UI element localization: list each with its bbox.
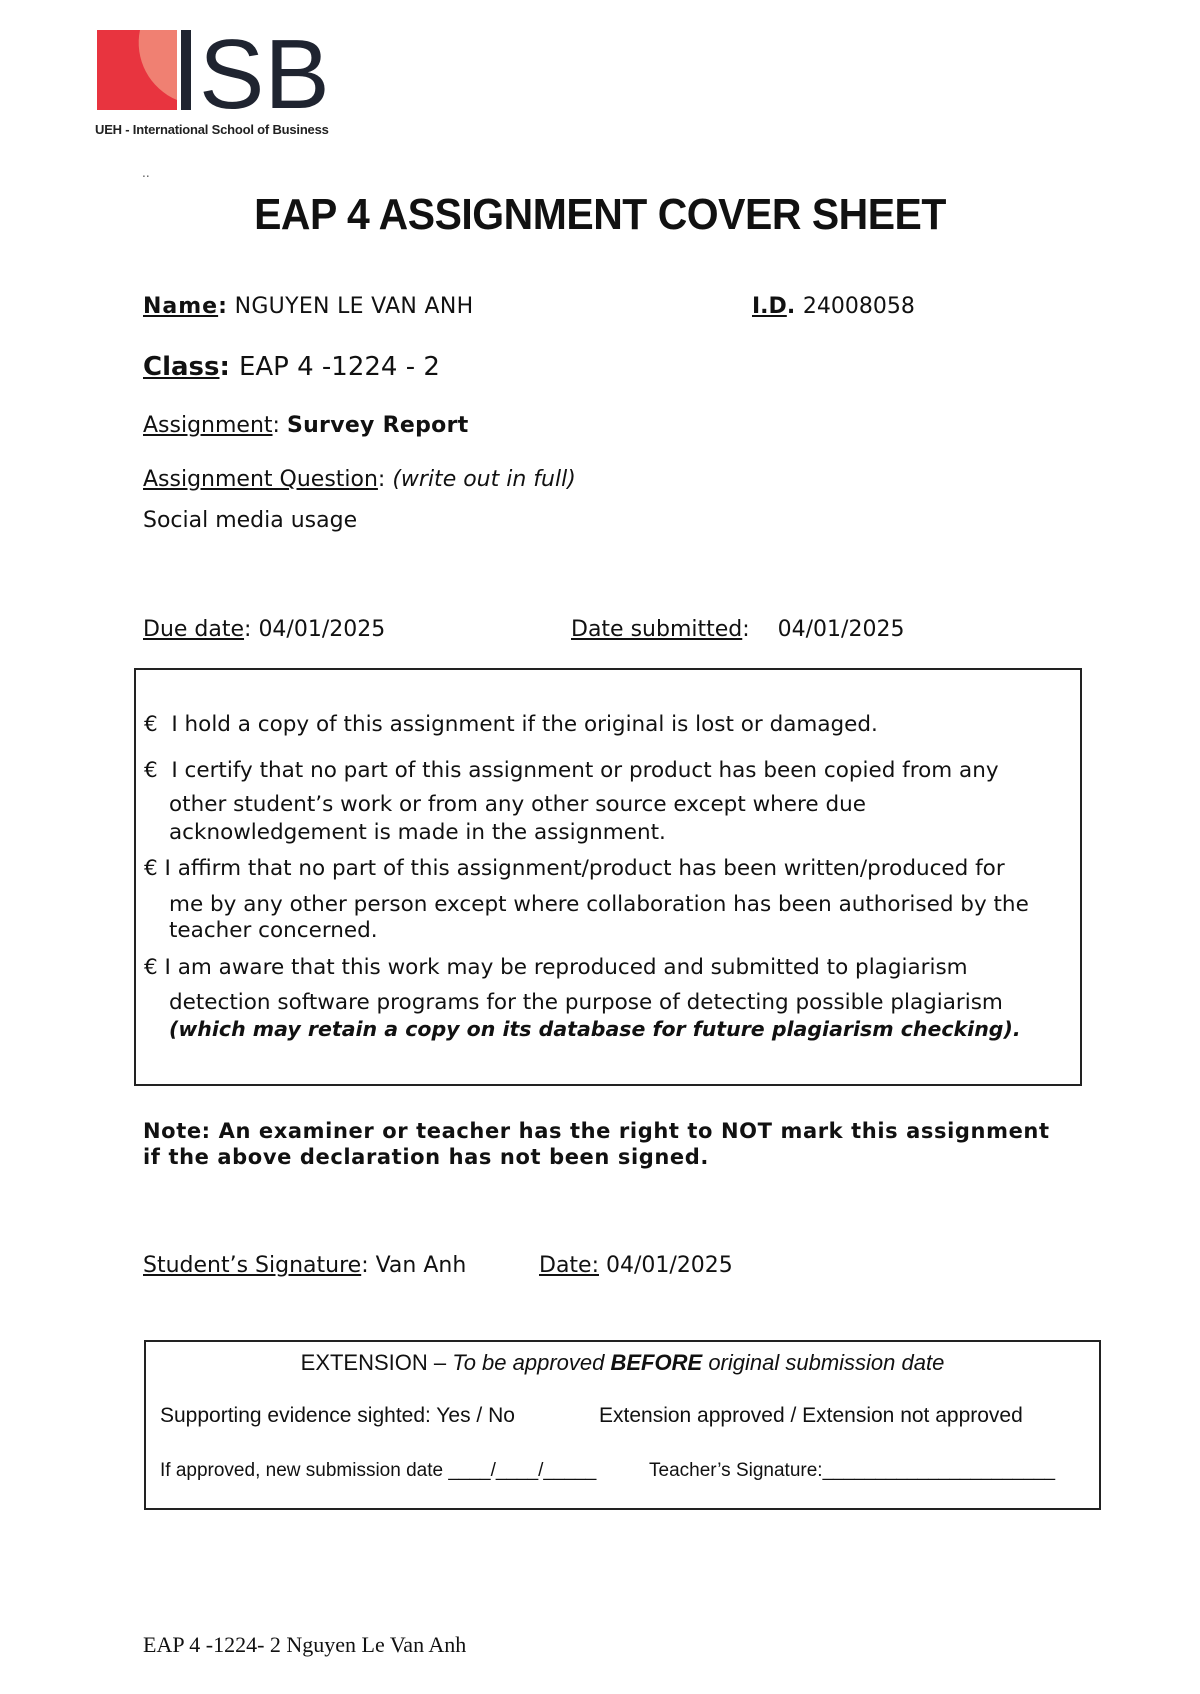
signature-label: Student’s Signature [143, 1253, 362, 1278]
declaration-4-line-3: (which may retain a copy on its database for future plagiarism checking). [169, 1017, 1021, 1041]
evidence-sighted: Supporting evidence sighted: Yes / No [160, 1404, 515, 1427]
signature-date-value: 04/01/2025 [606, 1253, 733, 1278]
new-submission-date: If approved, new submission date ____/____/_____ [160, 1460, 597, 1481]
page-title: EAP 4 ASSIGNMENT COVER SHEET [254, 190, 946, 239]
name-label: Name [143, 294, 219, 319]
bullet-icon: € [144, 758, 158, 783]
submitted-value: 04/01/2025 [777, 617, 905, 642]
declaration-2: € I certify that no part of this assignment or product has been copied from any [144, 758, 999, 783]
class-value: EAP 4 -1224 - 2 [238, 352, 440, 382]
logo-wordmark-drawn: SB [199, 28, 330, 129]
declaration-2-line-2: other student’s work or from any other source except where due [169, 792, 866, 817]
declaration-box [134, 668, 1082, 1086]
assignment-row: Assignment: Survey Report [143, 413, 469, 438]
question-value: Social media usage [143, 508, 358, 533]
note-line-2: if the above declaration has not been signed. [143, 1145, 709, 1169]
declaration-1: € I hold a copy of this assignment if the original is lost or damaged. [144, 712, 878, 737]
id-row: I.D. 24008058 [752, 294, 915, 319]
note-line-1: Note: An examiner or teacher has the right to NOT mark this assignment [143, 1119, 1050, 1143]
submitted-row: Date submitted: 04/01/2025 [571, 617, 905, 642]
assignment-value: Survey Report [286, 413, 469, 438]
declaration-3: € I affirm that no part of this assignment/product has been written/produced for [144, 856, 1005, 881]
teacher-signature: Teacher’s Signature:______________________ [649, 1460, 1056, 1481]
signature-value: Van Anh [375, 1253, 467, 1278]
question-row: Assignment Question: (write out in full) [143, 467, 576, 492]
extension-box [144, 1340, 1101, 1510]
bullet-icon: € [144, 856, 158, 881]
submitted-label: Date submitted [571, 617, 743, 642]
extension-approval: Extension approved / Extension not approved [599, 1404, 1023, 1427]
due-date-row: Due date: 04/01/2025 [143, 617, 386, 642]
class-label: Class [143, 352, 220, 382]
logo-bar [181, 30, 191, 110]
question-label: Assignment Question [143, 467, 378, 492]
logo-subtitle: UEH - International School of Business [95, 122, 329, 137]
id-value: 24008058 [802, 294, 915, 319]
name-row: Name: NGUYEN LE VAN ANH [143, 294, 474, 319]
question-hint: (write out in full) [392, 467, 576, 492]
name-value: NGUYEN LE VAN ANH [234, 294, 474, 319]
signature-date-row [539, 1253, 733, 1278]
class-row: Class: EAP 4 -1224 - 2 [143, 352, 440, 382]
due-date-value: 04/01/2025 [258, 617, 386, 642]
bullet-icon: € [144, 955, 158, 980]
signature-row: Student’s Signature: Van Anh [143, 1253, 467, 1278]
bullet-icon: € [144, 712, 158, 737]
declaration-3-line-2: me by any other person except where collaboration has been authorised by the [169, 892, 1029, 917]
declaration-4-line-2: detection software programs for the purpose of detecting possible plagiarism [169, 990, 1003, 1015]
signature-date-label: Date: [539, 1253, 599, 1278]
declaration-3-line-3: teacher concerned. [169, 918, 378, 943]
due-date-label: Due date [143, 617, 245, 642]
assignment-label: Assignment [143, 413, 273, 438]
id-label: I.D [752, 294, 787, 319]
declaration-4: € I am aware that this work may be reproduced and submitted to plagiarism [144, 955, 968, 980]
dots: .. [142, 166, 150, 180]
note [143, 1118, 1050, 1170]
footer: EAP 4 -1224- 2 Nguyen Le Van Anh [143, 1632, 467, 1657]
extension-title: EXTENSION – To be approved BEFORE original submission date [300, 1350, 945, 1375]
declaration-2-line-3: acknowledgement is made in the assignment. [169, 820, 666, 845]
